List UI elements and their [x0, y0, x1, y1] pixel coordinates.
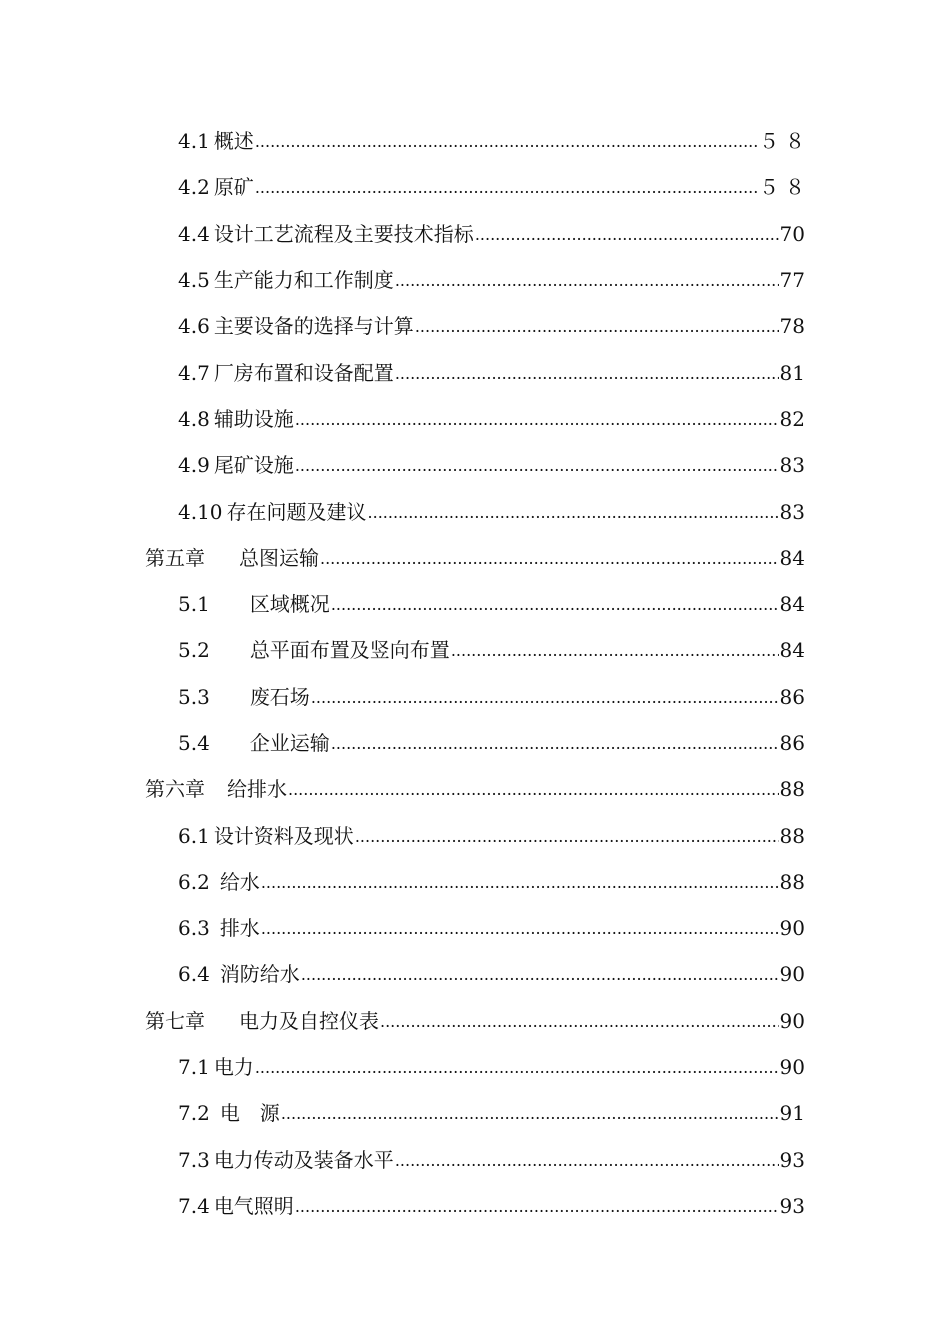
toc-entry-title: 电力传动及装备水平: [213, 1147, 394, 1172]
toc-dot-leader: [331, 733, 779, 753]
toc-page-number: 84: [779, 592, 805, 617]
toc-entry-number: 6.4: [178, 962, 210, 987]
toc-entry-number: 6.2: [178, 869, 210, 894]
toc-entry-number: 4.2: [178, 175, 210, 200]
toc-entry-title: 尾矿设施: [213, 453, 294, 478]
toc-chapter-entry[interactable]: [0, 766, 950, 812]
toc-page-number: 90: [779, 916, 805, 941]
toc-entry-number: 4.9: [178, 453, 210, 478]
toc-dot-leader: [320, 548, 779, 568]
toc-dot-leader: [368, 502, 779, 522]
toc-dot-leader: [380, 1011, 779, 1031]
toc-entry-title: 总平面布置及竖向布置: [249, 638, 450, 663]
toc-section-entry[interactable]: [0, 951, 950, 997]
toc-section-entry[interactable]: [0, 859, 950, 905]
toc-entry-title: 厂房布置和设备配置: [213, 360, 394, 385]
toc-page-number: ５８: [759, 129, 811, 154]
toc-entry-title: 设计工艺流程及主要技术指标: [213, 221, 474, 246]
toc-entry-number: 7.2: [178, 1101, 210, 1126]
toc-entry-number: 7.4: [178, 1193, 210, 1218]
toc-entry-number: 5.2: [178, 638, 210, 663]
toc-section-entry[interactable]: [0, 211, 950, 257]
toc-entry-number: 7.1: [178, 1055, 210, 1080]
toc-section-entry[interactable]: [0, 812, 950, 858]
toc-entry-title: 电 源: [219, 1101, 280, 1126]
toc-entry-number: 4.8: [178, 406, 210, 431]
toc-dot-leader: [255, 131, 758, 151]
toc-page-number: 93: [779, 1193, 805, 1218]
toc-section-entry[interactable]: [0, 674, 950, 720]
toc-entry-title: 区域概况: [249, 592, 330, 617]
toc-page-number: 88: [779, 777, 805, 802]
toc-entry-number: 第六章: [145, 777, 205, 802]
toc-entry-title: 电力及自控仪表: [239, 1008, 379, 1033]
toc-page-number: 93: [779, 1147, 805, 1172]
toc-entry-number: 6.1: [178, 823, 210, 848]
toc-chapter-entry[interactable]: [0, 535, 950, 581]
toc-dot-leader: [475, 224, 779, 244]
table-of-contents: [0, 118, 950, 1229]
toc-section-entry[interactable]: [0, 1183, 950, 1229]
toc-section-entry[interactable]: [0, 396, 950, 442]
toc-entry-title: 生产能力和工作制度: [213, 268, 394, 293]
toc-entry-title: 排水: [219, 916, 260, 941]
toc-dot-leader: [255, 177, 758, 197]
toc-page-number: 90: [779, 1055, 805, 1080]
toc-page-number: 78: [779, 314, 805, 339]
toc-section-entry[interactable]: [0, 1044, 950, 1090]
toc-page-number: ５８: [759, 175, 811, 200]
toc-section-entry[interactable]: [0, 442, 950, 488]
toc-page-number: 91: [779, 1101, 805, 1126]
toc-dot-leader: [295, 409, 779, 429]
toc-page-number: 86: [779, 684, 805, 709]
toc-page-number: 82: [779, 406, 805, 431]
toc-dot-leader: [311, 687, 779, 707]
toc-section-entry[interactable]: [0, 720, 950, 766]
toc-entry-number: 5.4: [178, 731, 210, 755]
toc-page-number: 77: [779, 268, 805, 293]
toc-page-number: 86: [779, 731, 805, 755]
toc-entry-title: 辅助设施: [213, 406, 294, 431]
toc-entry-number: 4.5: [178, 268, 210, 293]
toc-dot-leader: [301, 964, 779, 984]
toc-entry-title: 废石场: [249, 684, 310, 709]
toc-section-entry[interactable]: [0, 303, 950, 349]
toc-dot-leader: [261, 872, 779, 892]
toc-dot-leader: [295, 1196, 779, 1216]
toc-dot-leader: [395, 270, 779, 290]
toc-dot-leader: [255, 1057, 779, 1077]
toc-dot-leader: [355, 826, 779, 846]
toc-entry-number: 4.6: [178, 314, 210, 339]
toc-section-entry[interactable]: [0, 905, 950, 951]
toc-entry-title: 企业运输: [249, 731, 330, 755]
toc-section-entry[interactable]: [0, 627, 950, 673]
toc-dot-leader: [415, 316, 779, 336]
toc-page-number: 90: [779, 962, 805, 987]
toc-page-number: 83: [779, 499, 805, 524]
toc-entry-number: 4.1: [178, 129, 210, 154]
toc-entry-title: 消防给水: [219, 962, 300, 987]
toc-entry-title: 给排水: [227, 777, 287, 802]
toc-entry-number: 4.4: [178, 221, 210, 246]
toc-entry-number: 第五章: [145, 545, 205, 570]
toc-dot-leader: [295, 455, 779, 475]
toc-page-number: 88: [779, 823, 805, 848]
toc-page-number: 83: [779, 453, 805, 478]
toc-chapter-entry[interactable]: [0, 998, 950, 1044]
toc-entry-number: 5.3: [178, 684, 210, 709]
toc-page-number: 88: [779, 869, 805, 894]
toc-entry-number: 6.3: [178, 916, 210, 941]
toc-dot-leader: [395, 363, 779, 383]
toc-entry-title: 主要设备的选择与计算: [213, 314, 414, 339]
toc-page-number: 70: [779, 221, 805, 246]
toc-page-number: 90: [779, 1008, 805, 1033]
toc-page-number: 84: [779, 638, 805, 663]
toc-section-entry[interactable]: [0, 349, 950, 395]
toc-section-entry[interactable]: [0, 1137, 950, 1183]
toc-page-number: 81: [779, 360, 805, 385]
toc-dot-leader: [451, 640, 779, 660]
toc-section-entry[interactable]: [0, 118, 950, 164]
toc-entry-number: 7.3: [178, 1147, 210, 1172]
toc-entry-number: 4.10: [178, 499, 223, 524]
toc-section-entry[interactable]: [0, 488, 950, 534]
toc-entry-title: 存在问题及建议: [226, 499, 367, 524]
toc-entry-title: 概述: [213, 129, 254, 154]
toc-dot-leader: [288, 779, 779, 799]
toc-entry-title: 总图运输: [239, 545, 319, 570]
toc-section-entry[interactable]: [0, 581, 950, 627]
toc-entry-title: 电力: [213, 1055, 254, 1080]
toc-entry-title: 给水: [219, 869, 260, 894]
toc-dot-leader: [261, 918, 779, 938]
toc-entry-title: 原矿: [213, 175, 254, 200]
toc-entry-number: 4.7: [178, 360, 210, 385]
toc-entry-number: 5.1: [178, 592, 210, 617]
toc-dot-leader: [331, 594, 779, 614]
toc-entry-title: 设计资料及现状: [213, 823, 354, 848]
toc-section-entry[interactable]: [0, 257, 950, 303]
toc-dot-leader: [281, 1103, 779, 1123]
toc-entry-number: 第七章: [145, 1008, 205, 1033]
toc-section-entry[interactable]: [0, 1090, 950, 1136]
toc-section-entry[interactable]: [0, 164, 950, 210]
toc-page-number: 84: [779, 545, 805, 570]
toc-entry-title: 电气照明: [213, 1193, 294, 1218]
toc-dot-leader: [395, 1150, 779, 1170]
